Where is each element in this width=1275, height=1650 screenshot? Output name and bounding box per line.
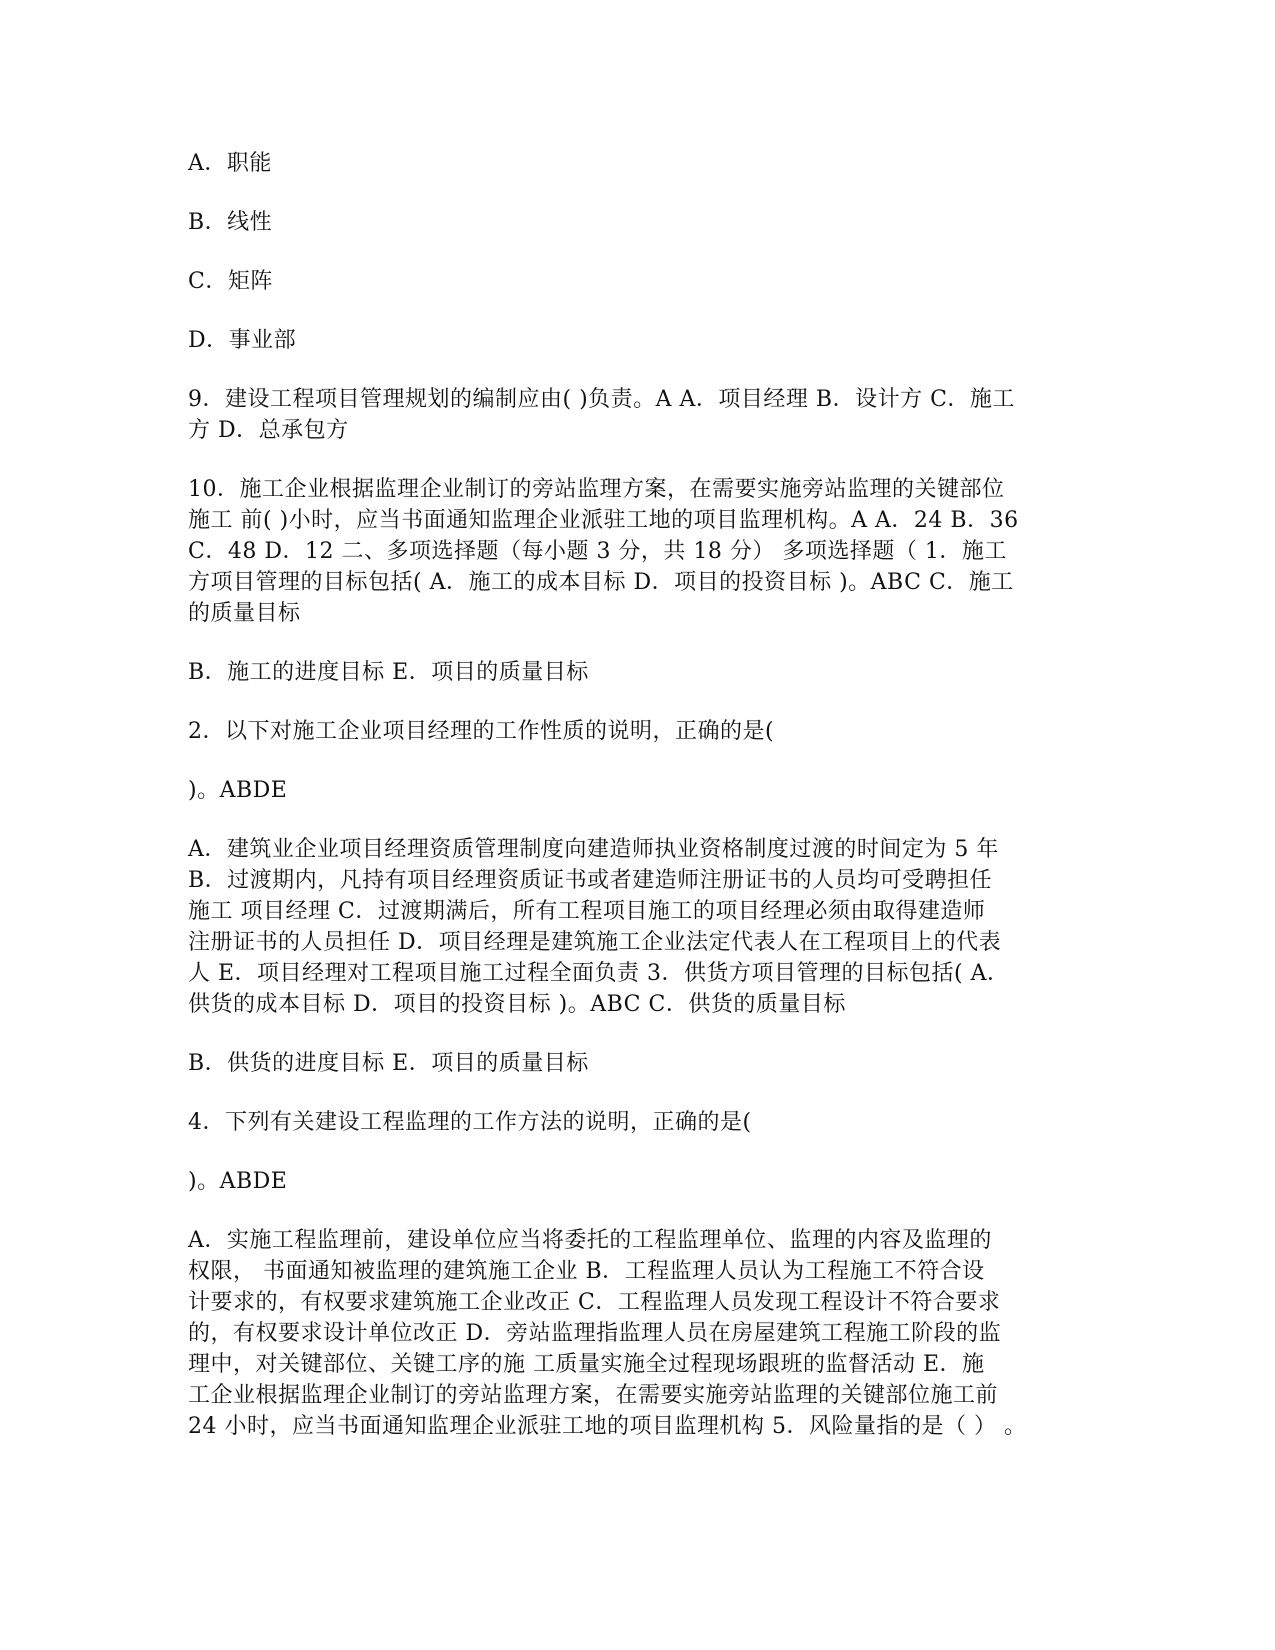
text-line: A．建筑业企业项目经理资质管理制度向建造师执业资格制度过渡的时间定为 5 年: [188, 837, 999, 862]
text-line: 方 D．总承包方: [188, 418, 349, 443]
paragraph: [188, 1225, 1103, 1442]
text-line: 工企业根据监理企业制订的旁站监理方案，在需要实施旁站监理的关键部位施工前: [188, 1383, 999, 1408]
text-line: 施工 前( )小时，应当书面通知监理企业派驻工地的项目监理机构。A A．24 B．36: [188, 508, 1019, 533]
text-line: D．事业部: [188, 328, 297, 353]
paragraph: [188, 834, 1103, 1020]
text-line: )。ABDE: [188, 1169, 288, 1194]
text-line: 供货的成本目标 D．项目的投资目标 )。ABC C．供货的质量目标: [188, 992, 846, 1017]
paragraph: [188, 474, 1103, 629]
paragraph: [188, 207, 1103, 238]
paragraph: [188, 1048, 1103, 1079]
text-line: 的质量目标: [188, 601, 301, 626]
text-line: B．供货的进度目标 E．项目的质量目标: [188, 1051, 589, 1076]
text-line: 权限， 书面通知被监理的建筑施工企业 B．工程监理人员认为工程施工不符合设: [188, 1259, 985, 1284]
text-line: 施工 项目经理 C．过渡期满后，所有工程项目施工的项目经理必须由取得建造师: [188, 899, 986, 924]
paragraph: [188, 1166, 1103, 1197]
text-line: 的，有权要求设计单位改正 D．旁站监理指监理人员在房屋建筑工程施工阶段的监: [188, 1321, 1002, 1346]
paragraph: [188, 657, 1103, 688]
text-line: A．职能: [188, 151, 272, 176]
text-line: 2．以下对施工企业项目经理的工作性质的说明，正确的是(: [188, 719, 775, 744]
paragraph: [188, 384, 1103, 446]
text-line: 方项目管理的目标包括( A．施工的成本目标 D．项目的投资目标 )。ABC C．施工: [188, 570, 1014, 595]
paragraph: [188, 716, 1103, 747]
paragraph: [188, 325, 1103, 356]
text-line: 24 小时，应当书面通知监理企业派驻工地的项目监理机构 5．风险量指的是（ ） 。: [188, 1414, 1027, 1439]
paragraph: [188, 148, 1103, 179]
text-line: 理中，对关键部位、关键工序的施 工质量实施全过程现场跟班的监督活动 E．施: [188, 1352, 985, 1377]
paragraph: [188, 266, 1103, 297]
text-line: B．过渡期内，凡持有项目经理资质证书或者建造师注册证书的人员均可受聘担任: [188, 868, 993, 893]
paragraph: [188, 1107, 1103, 1138]
text-line: 10．施工企业根据监理企业制订的旁站监理方案，在需要实施旁站监理的关键部位: [188, 477, 1005, 502]
text-line: B．线性: [188, 210, 273, 235]
text-line: 9．建设工程项目管理规划的编制应由( )负责。A A．项目经理 B．设计方 C．施工: [188, 387, 1015, 412]
text-line: B．施工的进度目标 E．项目的质量目标: [188, 660, 589, 685]
text-line: C．矩阵: [188, 269, 273, 294]
text-line: 人 E．项目经理对工程项目施工过程全面负责 3．供货方项目管理的目标包括( A．: [188, 961, 1010, 986]
document-page: [188, 148, 1103, 1470]
text-line: C．48 D．12 二、多项选择题（每小题 3 分，共 18 分） 多项选择题（ 1．施工: [188, 539, 1007, 564]
text-line: )。ABDE: [188, 778, 288, 803]
text-line: A．实施工程监理前，建设单位应当将委托的工程监理单位、监理的内容及监理的: [188, 1228, 992, 1253]
text-line: 4．下列有关建设工程监理的工作方法的说明，正确的是(: [188, 1110, 752, 1135]
paragraph: [188, 775, 1103, 806]
text-line: 注册证书的人员担任 D．项目经理是建筑施工企业法定代表人在工程项目上的代表: [188, 930, 1002, 955]
text-line: 计要求的，有权要求建筑施工企业改正 C．工程监理人员发现工程设计不符合要求: [188, 1290, 1001, 1315]
